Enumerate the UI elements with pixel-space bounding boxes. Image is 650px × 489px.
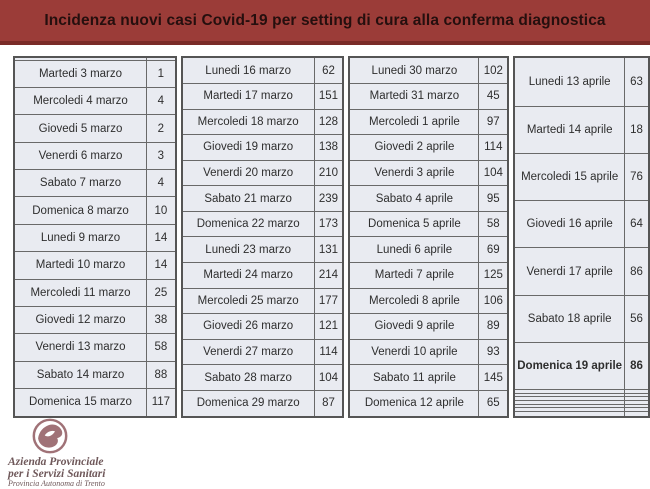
date-cell: Domenica 22 marzo <box>182 211 314 237</box>
table-row <box>182 237 344 263</box>
table-row <box>14 88 176 115</box>
date-cell: Mercoledi 11 marzo <box>14 279 147 306</box>
table-row <box>514 57 649 106</box>
date-cell: Sabato 11 aprile <box>349 365 478 391</box>
value-cell: 45 <box>479 84 508 110</box>
date-cell: Venerdi 27 marzo <box>182 339 314 365</box>
date-cell: Lunedi 16 marzo <box>182 57 314 84</box>
table-row <box>182 109 344 135</box>
value-cell: 131 <box>314 237 343 263</box>
value-cell: 89 <box>479 314 508 340</box>
value-cell: 86 <box>625 342 649 389</box>
date-cell: Mercoledi 1 aprile <box>349 109 478 135</box>
date-cell: Venerdi 17 aprile <box>514 248 624 295</box>
value-cell: 177 <box>314 288 343 314</box>
value-cell: 58 <box>479 211 508 237</box>
date-cell: Sabato 18 aprile <box>514 295 624 342</box>
table-row <box>349 84 508 110</box>
date-cell: Sabato 7 marzo <box>14 170 147 197</box>
date-cell: Martedi 10 marzo <box>14 252 147 279</box>
date-cell: Venerdi 3 aprile <box>349 160 478 186</box>
table-row <box>14 388 176 417</box>
value-cell: 10 <box>147 197 176 224</box>
date-cell: Venerdi 10 aprile <box>349 339 478 365</box>
value-cell: 64 <box>625 201 649 248</box>
table-row <box>349 57 508 84</box>
value-cell: 214 <box>314 262 343 288</box>
value-cell: 88 <box>147 361 176 388</box>
table-row <box>14 252 176 279</box>
table-row <box>514 295 649 342</box>
table-row <box>182 211 344 237</box>
value-cell: 87 <box>314 390 343 417</box>
value-cell: 4 <box>147 88 176 115</box>
table-row <box>182 84 344 110</box>
value-cell: 4 <box>147 170 176 197</box>
date-cell: Martedi 17 marzo <box>182 84 314 110</box>
date-cell: Lunedi 6 aprile <box>349 237 478 263</box>
value-cell: 97 <box>479 109 508 135</box>
table-row <box>349 186 508 212</box>
value-cell: 114 <box>479 135 508 161</box>
table-row <box>14 142 176 169</box>
date-cell: Venerdi 20 marzo <box>182 160 314 186</box>
value-cell: 93 <box>479 339 508 365</box>
value-cell: 121 <box>314 314 343 340</box>
date-cell: Domenica 19 aprile <box>514 342 624 389</box>
date-cell: Domenica 12 aprile <box>349 390 478 417</box>
value-cell: 2 <box>147 115 176 142</box>
logo-org-line1: Azienda Provinciale <box>8 456 104 468</box>
value-cell: 114 <box>314 339 343 365</box>
date-cell: Martedi 7 aprile <box>349 262 478 288</box>
table-row <box>182 365 344 391</box>
value-cell: 69 <box>479 237 508 263</box>
table-row <box>349 160 508 186</box>
value-cell: 14 <box>147 224 176 251</box>
value-cell: 86 <box>625 248 649 295</box>
value-cell: 63 <box>625 57 649 106</box>
table-row <box>182 339 344 365</box>
date-cell: Domenica 8 marzo <box>14 197 147 224</box>
value-cell: 128 <box>314 109 343 135</box>
title-banner <box>0 0 650 45</box>
table-row <box>349 211 508 237</box>
table-row <box>514 248 649 295</box>
date-cell: Martedi 24 marzo <box>182 262 314 288</box>
table-row <box>14 197 176 224</box>
table-row <box>514 106 649 153</box>
value-cell: 1 <box>147 60 176 87</box>
table-row <box>349 135 508 161</box>
table-row <box>514 201 649 248</box>
date-cell: Mercoledi 15 aprile <box>514 153 624 200</box>
table-row <box>14 361 176 388</box>
table-row <box>14 115 176 142</box>
date-cell: Giovedi 16 aprile <box>514 201 624 248</box>
value-cell: 3 <box>147 142 176 169</box>
table-group-2 <box>181 56 345 418</box>
value-cell: 125 <box>479 262 508 288</box>
date-cell: Lunedi 30 marzo <box>349 57 478 84</box>
logo-org-line3: Provincia Autonoma di Trento <box>8 479 105 489</box>
table-row <box>349 365 508 391</box>
date-cell: Sabato 4 aprile <box>349 186 478 212</box>
table-group-4 <box>513 56 650 418</box>
date-cell: Mercoledi 8 aprile <box>349 288 478 314</box>
table-row <box>14 334 176 361</box>
table-row <box>14 60 176 87</box>
value-cell: 62 <box>314 57 343 84</box>
value-cell: 138 <box>314 135 343 161</box>
table-row <box>182 57 344 84</box>
logo-org-line2: per i Servizi Sanitari <box>8 467 106 480</box>
table-row <box>514 342 649 389</box>
value-cell: 239 <box>314 186 343 212</box>
value-cell: 104 <box>314 365 343 391</box>
table-row <box>349 237 508 263</box>
apss-logo <box>8 416 105 489</box>
date-cell: Giovedi 19 marzo <box>182 135 314 161</box>
date-cell: Domenica 5 aprile <box>349 211 478 237</box>
table-row <box>349 109 508 135</box>
table-row <box>514 411 649 417</box>
value-cell: 38 <box>147 306 176 333</box>
date-cell: Venerdi 6 marzo <box>14 142 147 169</box>
table-row <box>182 160 344 186</box>
table-row <box>514 153 649 200</box>
value-cell <box>625 411 649 417</box>
date-cell: Domenica 29 marzo <box>182 390 314 417</box>
date-cell: Giovedi 9 aprile <box>349 314 478 340</box>
value-cell: 18 <box>625 106 649 153</box>
apss-logo-icon <box>30 416 70 456</box>
table-row <box>182 314 344 340</box>
incidence-table <box>13 56 650 418</box>
date-cell: Giovedi 2 aprile <box>349 135 478 161</box>
table-row <box>349 390 508 417</box>
value-cell: 210 <box>314 160 343 186</box>
table-row <box>14 170 176 197</box>
table-row <box>182 186 344 212</box>
apss-logo-text <box>8 457 105 489</box>
date-cell: Giovedi 26 marzo <box>182 314 314 340</box>
value-cell: 58 <box>147 334 176 361</box>
table-group-3 <box>348 56 509 418</box>
table-row <box>349 262 508 288</box>
date-cell: Sabato 21 marzo <box>182 186 314 212</box>
slide-title: Incidenza nuovi casi Covid-19 per setting di cura alla conferma diagnostica <box>44 11 606 29</box>
value-cell: 25 <box>147 279 176 306</box>
table-row <box>182 288 344 314</box>
table-row <box>182 390 344 417</box>
date-cell: Sabato 14 marzo <box>14 361 147 388</box>
date-cell: Mercoledi 4 marzo <box>14 88 147 115</box>
table-row <box>14 279 176 306</box>
value-cell: 173 <box>314 211 343 237</box>
value-cell: 145 <box>479 365 508 391</box>
value-cell: 102 <box>479 57 508 84</box>
date-cell: Giovedi 12 marzo <box>14 306 147 333</box>
date-cell: Giovedi 5 marzo <box>14 115 147 142</box>
date-cell: Lunedi 23 marzo <box>182 237 314 263</box>
date-cell: Lunedi 9 marzo <box>14 224 147 251</box>
date-cell: Martedi 3 marzo <box>14 60 147 87</box>
value-cell: 56 <box>625 295 649 342</box>
table-row <box>349 339 508 365</box>
value-cell: 14 <box>147 252 176 279</box>
value-cell: 104 <box>479 160 508 186</box>
value-cell: 106 <box>479 288 508 314</box>
date-cell: Venerdi 13 marzo <box>14 334 147 361</box>
date-cell: Martedi 14 aprile <box>514 106 624 153</box>
date-cell <box>514 411 624 417</box>
value-cell: 76 <box>625 153 649 200</box>
table-row <box>182 262 344 288</box>
date-cell: Domenica 15 marzo <box>14 388 147 417</box>
value-cell: 117 <box>147 388 176 417</box>
date-cell: Mercoledi 25 marzo <box>182 288 314 314</box>
value-cell: 65 <box>479 390 508 417</box>
value-cell: 151 <box>314 84 343 110</box>
table-group-1 <box>13 56 177 418</box>
date-cell: Martedi 31 marzo <box>349 84 478 110</box>
date-cell: Sabato 28 marzo <box>182 365 314 391</box>
value-cell: 95 <box>479 186 508 212</box>
table-row <box>14 306 176 333</box>
date-cell: Mercoledi 18 marzo <box>182 109 314 135</box>
table-row <box>349 288 508 314</box>
date-cell: Lunedi 13 aprile <box>514 57 624 106</box>
table-row <box>349 314 508 340</box>
table-row <box>182 135 344 161</box>
table-row <box>14 224 176 251</box>
